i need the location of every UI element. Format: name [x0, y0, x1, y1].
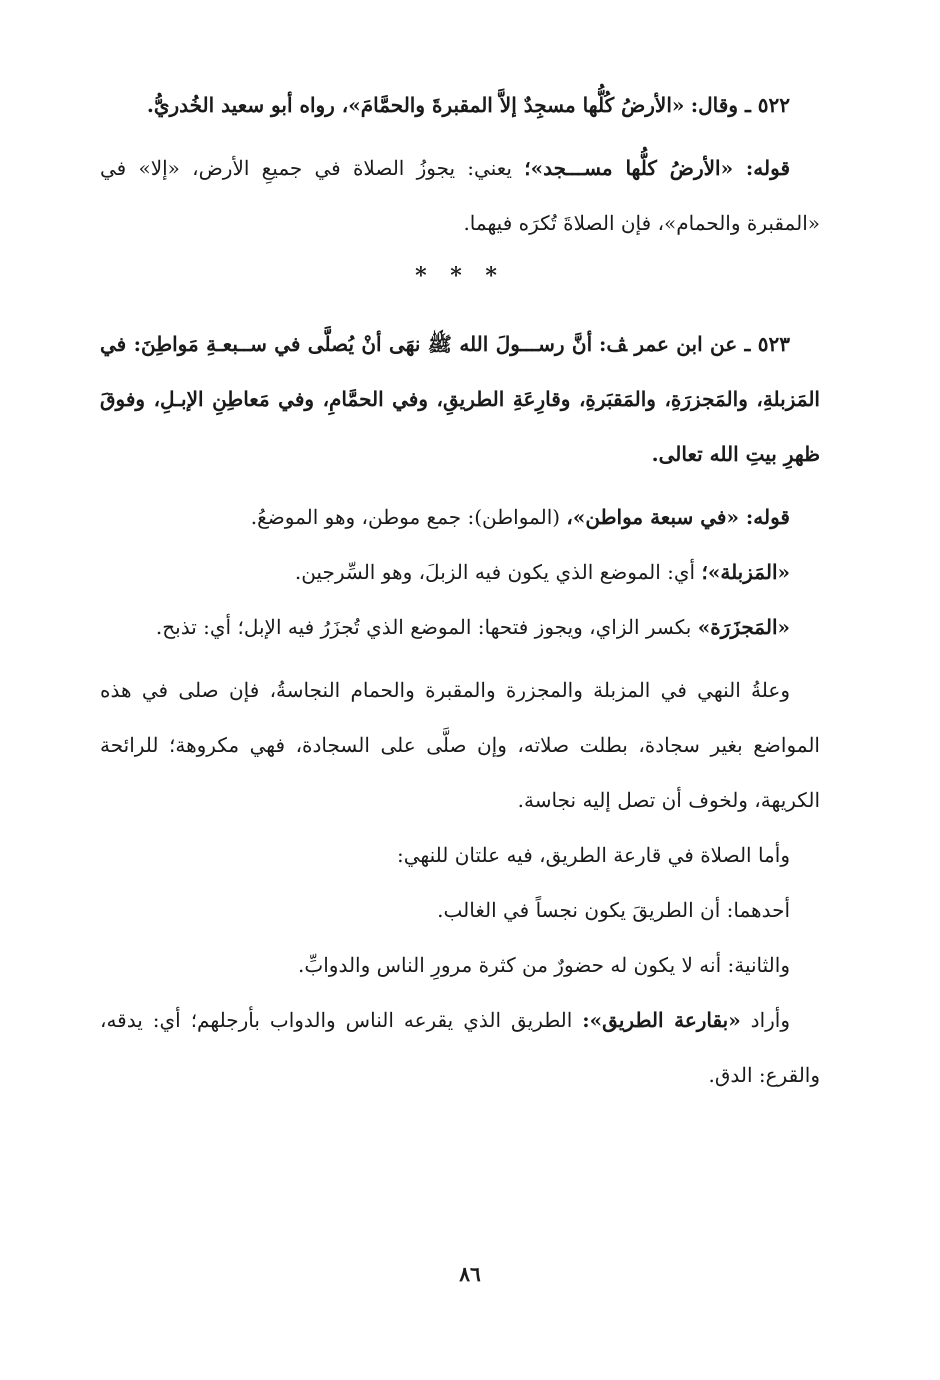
hadith-523-text: أنَّ رســـولَ الله ﷺ نهَى أنْ يُصلَّى في ســبعـةِ مَواطِنَ: في المَزبلةِ، والمَجزرَةِ، والمَقبَرةِ، وقارِعَةِ الطريقِ، وفي الحمَّامِ، وفي مَعاطِنِ الإبـلِ، وفوقَ ظهرِ بيتِ الله تعالى. — [100, 332, 820, 466]
paragraph-first-reason: أحدهما: أن الطريقَ يكون نجساً في الغالب. — [437, 898, 790, 922]
note-seven-places-lead: قوله: «في سبعة مواطن»، — [566, 505, 790, 529]
paragraph-second-reason: والثانية: أنه لا يكون له حضورٌ من كثرة مرورِ الناس والدوابِّ. — [298, 953, 790, 977]
note-majzara-lead: «المَجزَرَة» — [697, 615, 790, 639]
page-number: ٨٦ — [459, 1262, 481, 1286]
note-mazbala — [100, 545, 820, 600]
commentary-522-lead: قوله: «الأرضُ كلُّها مســـجد»؛ — [524, 156, 790, 180]
paragraph-road: وأما الصلاة في قارعة الطريق، فيه علتان للنهي: — [397, 843, 790, 867]
note-seven-places — [100, 490, 820, 545]
paragraph-qariat-tariq-pre: وأراد — [740, 1008, 791, 1032]
paragraph-qariat-tariq-lead: «بقارعة الطريق»: — [582, 1008, 741, 1032]
paragraph-reason: وعلةُ النهي في المزبلة والمجزرة والمقبرة والحمام النجاسةُ، فإن صلى في هذه المواضع بغير سجادة، بطلت صلاته، وإن صلَّى على السجادة، فهي مكروهة؛ للرائحة الكريهة، ولخوف أن تصل إليه نجاسة. — [100, 678, 820, 812]
hadith-522 — [100, 78, 820, 133]
note-majzara-body: بكسر الزاي، ويجوز فتحها: الموضع الذي تُجزَرُ فيه الإبل؛ أي: تذبح. — [155, 615, 698, 639]
hadith-523 — [100, 317, 820, 482]
page-body — [100, 78, 820, 1103]
commentary-522-body: يعني: يجوزُ الصلاة في جميعِ الأرض، «إلا» في «المقبرة والحمام»، فإن الصلاةَ تُكرَه فيهما. — [100, 156, 820, 235]
hadith-522-number: ٥٢٢ ـ وقال: — [690, 93, 790, 117]
hadith-523-number: ٥٢٣ ـ عن ابن عمر ﭫ: — [598, 332, 790, 356]
section-separator: * * * — [415, 263, 505, 289]
commentary-522 — [100, 141, 820, 251]
note-majzara — [100, 600, 820, 655]
paragraph-qariat-tariq — [100, 993, 820, 1103]
note-mazbala-lead: «المَزبلة»؛ — [701, 560, 790, 584]
paragraph-qariat-tariq-body: الطريق الذي يقرعه الناس والدواب بأرجلهم؛ أي: يدقه، والقرع: الدق. — [100, 1008, 820, 1087]
note-mazbala-body: أي: الموضع الذي يكون فيه الزبلَ، وهو السِّرجين. — [294, 560, 702, 584]
hadith-522-text: «الأرضُ كُلُّها مسجِدٌ إلاَّ المقبرةَ والحمَّامَ»، رواه أبو سعيد الخُدريُّ. — [146, 93, 685, 117]
note-seven-places-body: (المواطن): جمع موطن، وهو الموضعُ. — [250, 505, 567, 529]
